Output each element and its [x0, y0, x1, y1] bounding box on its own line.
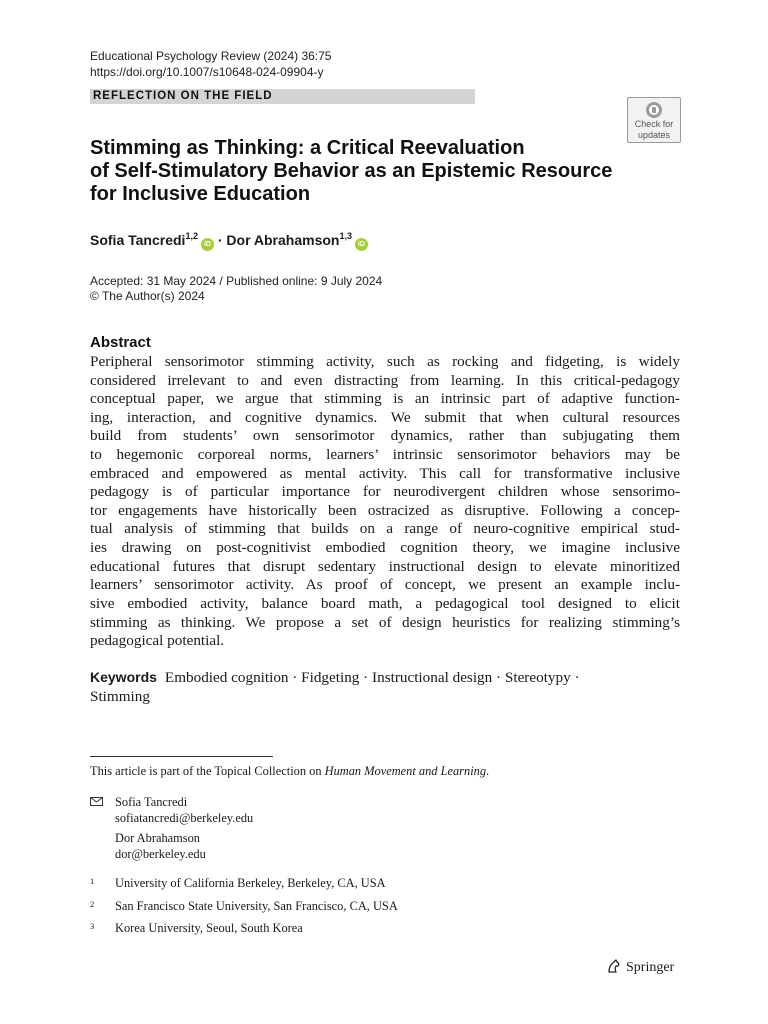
abstract-line: tual analysis of stimming that builds on a range of neuro-cognitive empirical stud-	[90, 520, 680, 538]
journal-citation	[90, 48, 331, 80]
affiliation-text: San Francisco State University, San Francisco, CA, USA	[115, 899, 398, 913]
author-affiliation-sup: 1,3	[339, 231, 352, 241]
copyright-line: © The Author(s) 2024	[90, 289, 205, 303]
abstract-line: stimming as thinking. We propose a set of design heuristics for realizing stimming’s	[90, 613, 680, 631]
crossmark-icon	[646, 102, 662, 118]
doi-link[interactable]: https://doi.org/10.1007/s10648-024-09904-y	[90, 65, 324, 79]
title-line: for Inclusive Education	[90, 183, 311, 205]
topical-collection-note	[90, 763, 489, 779]
contact-email[interactable]: sofiatancredi@berkeley.edu	[115, 811, 254, 825]
orcid-icon[interactable]: iD	[201, 238, 214, 251]
abstract-line: learners’ sensorimotor activity. As proof of concept, we present an example inclu-	[90, 576, 680, 594]
accepted-published-line: Accepted: 31 May 2024 / Published online: 9 July 2024	[90, 274, 383, 288]
keywords-list-continued: Stimming	[90, 688, 150, 705]
affiliation-number: 3	[90, 921, 95, 931]
abstract-line: pedagogical potential.	[90, 632, 225, 650]
keywords-block	[90, 668, 680, 706]
collection-name: Human Movement and Learning	[324, 764, 487, 778]
abstract-line: tor engagements have historically been ostracized as disruptive. Following a concep-	[90, 501, 680, 519]
author-separator: ·	[217, 232, 223, 248]
title-line: of Self-Stimulatory Behavior as an Epistemic Resource	[90, 160, 613, 182]
check-updates-label-2: updates	[637, 130, 671, 140]
abstract-line: embraced and empowered as mental activity. This call for transformative inclusive	[90, 464, 680, 482]
section-label: REFLECTION ON THE FIELD	[93, 90, 273, 102]
author-affiliation-sup: 1,2	[185, 231, 198, 241]
contact-entry	[115, 830, 206, 862]
orcid-icon[interactable]: iD	[355, 238, 368, 251]
abstract-body	[90, 353, 680, 651]
affiliation-number: 2	[90, 899, 95, 909]
journal-line: Educational Psychology Review (2024) 36:75	[90, 49, 332, 63]
title-line: Stimming as Thinking: a Critical Reevaluation	[90, 137, 525, 159]
abstract-line: educational futures that disrupt sedentary instructional design to elevate minoritized	[90, 557, 680, 575]
author-name[interactable]: Sofia Tancredi	[90, 232, 186, 248]
author-name[interactable]: Dor Abrahamson	[226, 232, 340, 248]
contact-entry	[115, 794, 253, 826]
abstract-line: ies drawing on post-cognitivist embodied cognition theory, we imagine inclusive	[90, 539, 680, 557]
keywords-list: Embodied cognition · Fidgeting · Instructional design · Stereotypy ·	[164, 669, 580, 686]
abstract-line: sive embodied activity, balance board math, a pedagogical tool designed to elicit	[90, 594, 680, 612]
springer-logo	[606, 958, 674, 978]
publisher-name: Springer	[626, 960, 675, 975]
keywords-label: Keywords	[90, 669, 157, 685]
check-updates-label-1: Check for	[634, 119, 674, 129]
springer-horse-icon	[606, 958, 622, 974]
article-title	[90, 137, 613, 206]
envelope-icon	[90, 797, 103, 806]
author-list	[90, 230, 368, 251]
affiliation-text: University of California Berkeley, Berkeley, CA, USA	[115, 876, 386, 890]
contact-email[interactable]: dor@berkeley.edu	[115, 847, 206, 861]
abstract-line: conceptual paper, we argue that stimming is an intrinsic part of adaptive function-	[90, 390, 680, 408]
contact-name: Sofia Tancredi	[115, 795, 188, 809]
check-for-updates-badge[interactable]	[627, 97, 681, 143]
section-banner	[90, 89, 475, 104]
abstract-heading: Abstract	[90, 334, 151, 351]
abstract-line: build from students’ own sensorimotor dynamics, rather than subjugating them	[90, 427, 680, 445]
affiliation-number: 1	[90, 876, 95, 886]
abstract-line: considered irrelevant to and even distracting from learning. In this critical-pedagogy	[90, 371, 680, 389]
abstract-line: to hegemonic corporeal norms, learners’ intrinsic sensorimotor behaviors may be	[90, 446, 680, 464]
affiliation-text: Korea University, Seoul, South Korea	[115, 921, 303, 935]
collection-prefix: This article is part of the Topical Collection on	[90, 764, 325, 778]
abstract-line: Peripheral sensorimotor stimming activity, such as rocking and fidgeting, is widely	[90, 353, 680, 370]
footnote-divider	[90, 756, 273, 757]
contact-name: Dor Abrahamson	[115, 831, 200, 845]
collection-suffix: .	[486, 764, 490, 778]
publication-dates	[90, 274, 382, 304]
abstract-line: pedagogy is of particular importance for neurodivergent children whose sensorimo-	[90, 483, 680, 501]
abstract-line: ing, interaction, and cognitive dynamics. We submit that when cultural resources	[90, 408, 680, 426]
